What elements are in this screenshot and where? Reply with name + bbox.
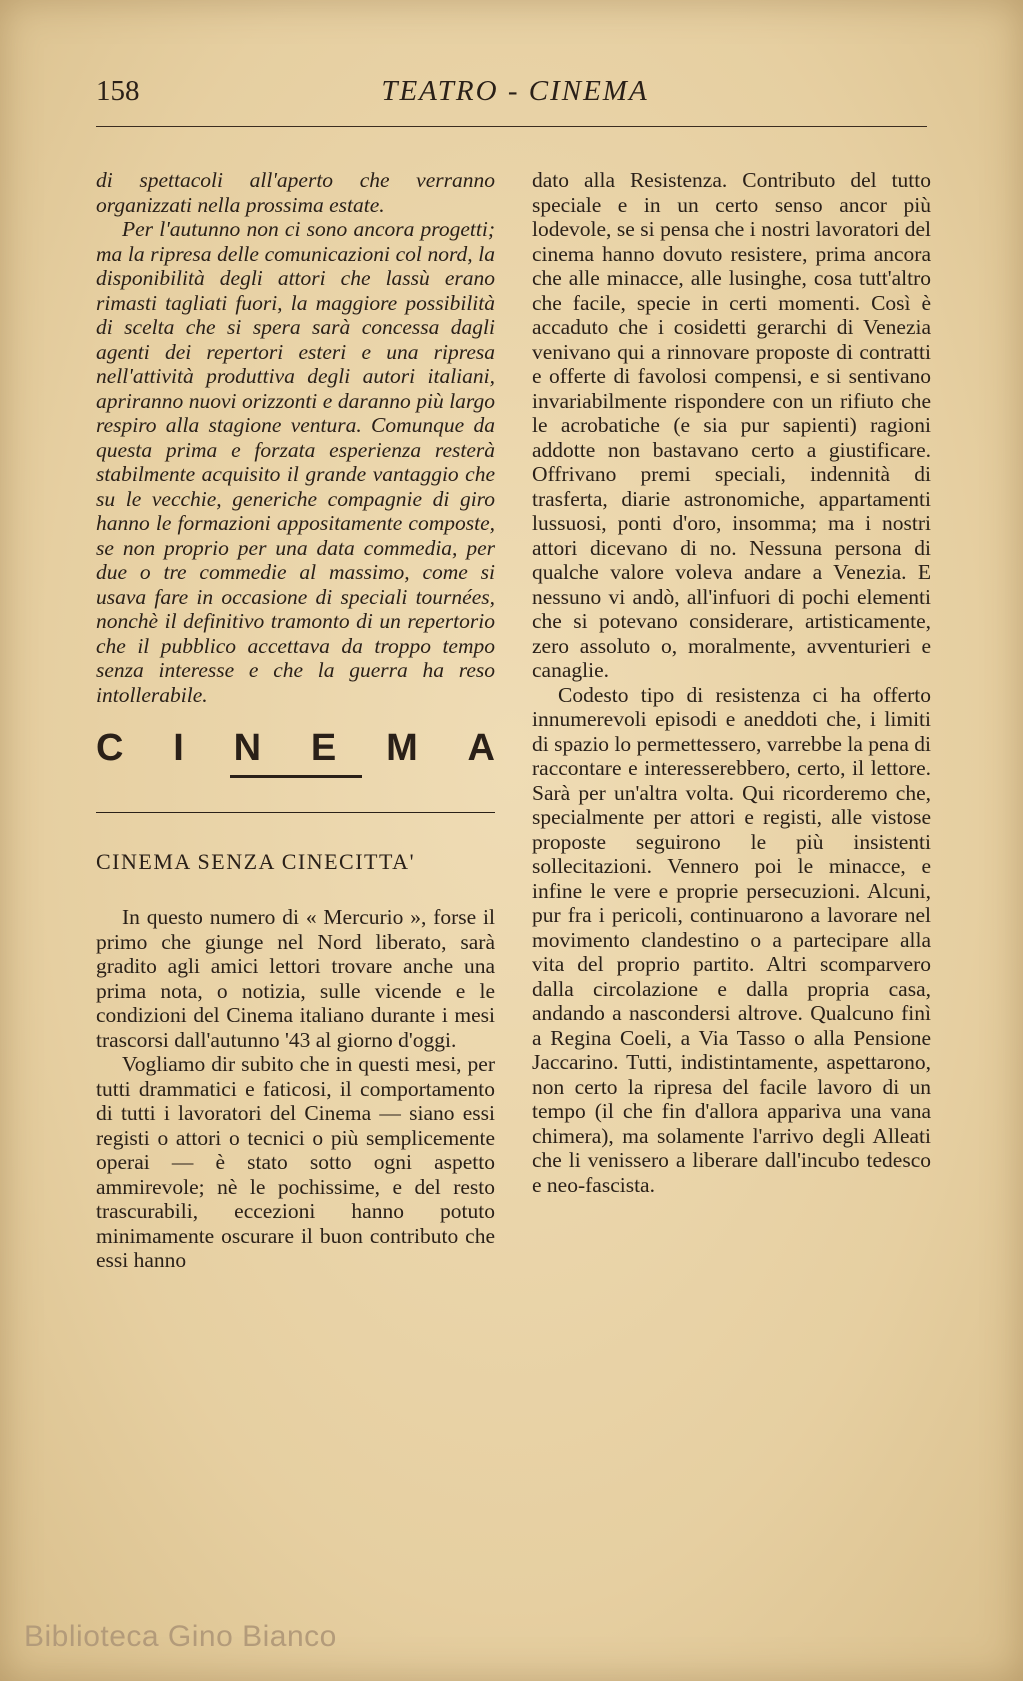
right-column xyxy=(532,168,931,1197)
section-title-letter: C xyxy=(96,727,124,769)
header-rule xyxy=(96,126,927,127)
section-thin-rule xyxy=(96,812,495,813)
article-title: CINEMA SENZA CINECITTA' xyxy=(96,849,416,874)
theatre-article-end xyxy=(96,168,495,707)
library-watermark: Biblioteca Gino Bianco xyxy=(24,1620,337,1653)
left-column xyxy=(96,168,495,1273)
italic-paragraph: di spettacoli all'aperto che verranno organizzati nella prossima estate. xyxy=(96,168,495,217)
section-title-letter: E xyxy=(310,727,337,769)
article-paragraph: In questo numero di « Mercurio », forse il primo che giunge nel Nord liberato, sarà gradito agli amici lettori trovare anche una prima nota, o notizia, sulle vicende e le condizioni del Cinema italiano durante i mesi trascorsi dall'autunno '43 al giorno d'oggi. xyxy=(96,905,495,1052)
italic-paragraph: Per l'autunno non ci sono ancora progetti; ma la ripresa delle comunicazioni col nord, la disponibilità degli attori che lassù erano rimasti tagliati fuori, la maggiore possibilità di scelta che si spera sarà concessa dagli agenti dei repertori esteri e una ripresa nell'attività produttiva degli autori italiani, apriranno nuovi orizzonti e daranno più largo respiro alla stagione ventura. Comunque da questa prima e forzata esperienza resterà stabilmente acquisito il grande vantaggio che su le vecchie, generiche compagnie di giro hanno le formazioni appositamente composte, se non proprio per una data commedia, per due o tre commedie al massimo, come si usava fare in occasione di speciali tournées, nonchè il definitivo tramonto di un repertorio che il pubblico accettava da troppo tempo senza interesse e che la guerra ha reso intollerabile. xyxy=(96,217,495,707)
section-title-letter: N xyxy=(233,727,262,769)
section-title-letter: M xyxy=(386,727,418,769)
running-title: TEATRO - CINEMA xyxy=(381,75,649,107)
section-thick-rule xyxy=(230,775,362,778)
article-paragraph: dato alla Resistenza. Contributo del tutto speciale e in un certo senso ancor più lodevole, se si pensa che i nostri lavoratori del cinema hanno dovuto resistere, prima ancora che alle minacce, alle lusinghe, cosa tutt'altro che facile, specie in certi momenti. Così è accaduto che i cosidetti gerarchi di Venezia venivano qui a rinnovare proposte di contratti e offerte di favolosi compensi, e si sentivano invariabilmente rispondere con un rifiuto che le acrobatiche (e sia pur sapienti) ragioni addotte non bastavano certo a giustificare. Offrivano premi speciali, indennità di trasferta, diarie astronomiche, appartamenti lussuosi, ponti d'oro, insomma; ma i nostri attori dicevano di no. Nessuna persona di qualche valore voleva andare a Venezia. E nessuno vi andò, all'infuori di pochi elementi che si potevano considerare, artisticamente, zero assoluto o, moralmente, avventurieri e canaglie. xyxy=(532,168,931,682)
article-paragraph: Vogliamo dir subito che in questi mesi, per tutti drammatici e faticosi, il comportamento di tutti i lavoratori del Cinema — siano essi registi o attori o tecnici o più semplicemente operai — è stato sotto ogni aspetto ammirevole; nè le pochissime, e del resto trascurabili, eccezioni hanno potuto minimamente oscurare il buon contributo che essi hanno xyxy=(96,1052,495,1272)
page-number: 158 xyxy=(96,75,140,107)
section-title-letter: A xyxy=(467,727,495,769)
article-paragraph: Codesto tipo di resistenza ci ha offerto innumerevoli episodi e aneddoti che, i limiti di spazio lo permettessero, varrebbe la pena di raccontare e interesserebbero, certo, il lettore. Sarà per un'altra volta. Qui ricorderemo che, specialmente per attori e registi, alle vistose proposte seguirono le più insistenti sollecitazioni. Vennero poi le minacce, e infine le vere e proprie persecuzioni. Alcuni, pur fra i pericoli, continuarono a lavorare nel movimento clandestino o a partecipare alla vita del proprio partito. Altri scomparvero dalla circolazione e dalla propria casa, andando a nascondersi altrove. Qualcuno finì a Regina Coeli, a Via Tasso o alla Pensione Jaccarino. Tutti, indistintamente, aspettarono, non certo la ripresa del facile lavoro di un tempo (il che fin d'allora appariva una vana chimera), ma solamente l'arrivo degli Alleati che li venissero a liberare dall'incubo tedesco e neo-fascista. xyxy=(532,682,931,1197)
section-title xyxy=(96,725,495,771)
section-title-letter: I xyxy=(173,727,184,769)
